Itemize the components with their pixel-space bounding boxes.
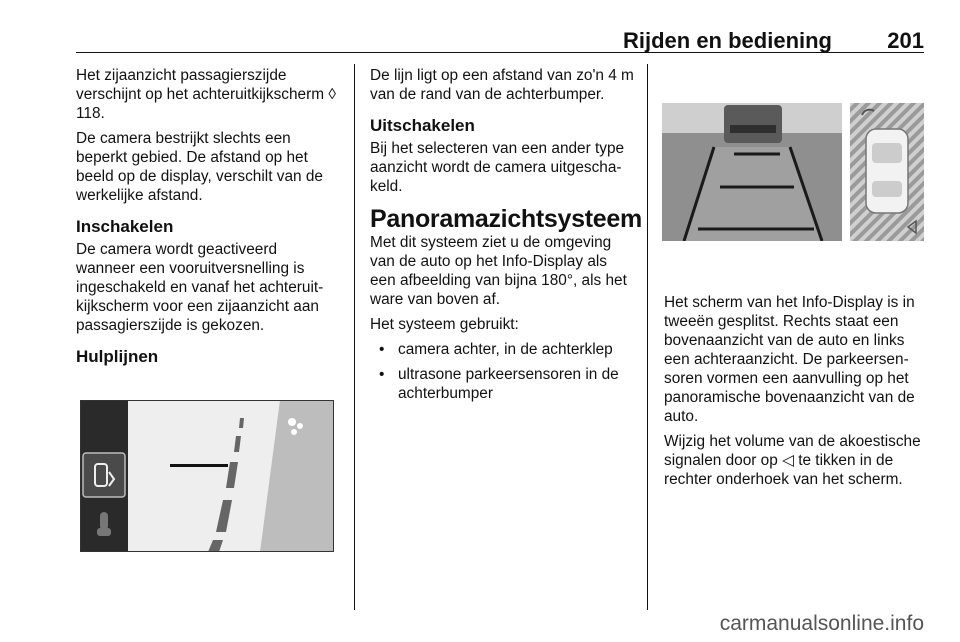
- heading-hulplijnen: Hulplijnen: [76, 347, 159, 366]
- column-middle: [370, 66, 642, 409]
- heading-inschakelen: Inschakelen: [76, 217, 174, 236]
- heading-panoramazichtsysteem: Panoramazichtsysteem: [370, 205, 642, 233]
- list-item: • ultrasone parkeersensoren in de achterbumper: [370, 365, 636, 403]
- paragraph: Het zijaanzicht passagierszijde verschijnt op het achteruitkijkscherm ◊ 118.: [76, 67, 336, 122]
- watermark: carmanualsonline.info: [719, 612, 924, 635]
- paragraph: Met dit systeem ziet u de omgeving van de auto op het Info-Display als een afbeelding van bijna 180°, als het ware van boven af.: [370, 234, 627, 308]
- paragraph: De camera wordt geactiveerd wanneer een vooruitversnelling is ingeschakeld en vanaf het achteruitkijkscherm voor een zijaanzicht aan passagierszijde is gekozen.: [76, 241, 324, 334]
- header-rule: [76, 52, 924, 53]
- page-number: 201: [887, 28, 924, 53]
- section-title: Rijden en bediening: [622, 28, 832, 53]
- paragraph: Bij het selecteren van een ander type aanzicht wordt de camera uitgeschakeld.: [370, 140, 625, 195]
- paragraph: Wijzig het volume van de akoestische signalen door op ◁ te tikken in de rechter onderhoek van het scherm.: [664, 433, 921, 488]
- side-camera-view-image: [80, 400, 334, 552]
- column-right: [664, 293, 930, 495]
- heading-uitschakelen: Uitschakelen: [370, 116, 475, 135]
- side-view-button: [83, 453, 125, 497]
- paragraph: De camera bestrijkt slechts een beperkt gebied. De afstand op het beeld op de display, verschilt van de werkelijke afstand.: [76, 130, 323, 204]
- car-top-view: [866, 129, 908, 213]
- distance-guide-line: [170, 464, 228, 467]
- paragraph: Het systeem gebruikt:: [370, 316, 519, 333]
- column-divider-2: [647, 64, 648, 610]
- column-left: [76, 66, 338, 370]
- list-item: • camera achter, in de achterklep: [370, 340, 636, 359]
- rear-car-image: [724, 105, 782, 143]
- panorama-view-image: [662, 103, 924, 241]
- paragraph: Het scherm van het Info-Display is in tweeën gesplitst. Rechts staat een bovenaanzicht van de auto en links een achteraanzicht. De parkeersensoren vormen een aanvulling op het panoramische bovenaanzicht van de auto.: [664, 294, 915, 425]
- paragraph: De lijn ligt op een afstand van zo'n 4 m van de rand van de achterbumper.: [370, 67, 634, 103]
- column-divider-1: [354, 64, 355, 610]
- bullet-list: [370, 340, 636, 403]
